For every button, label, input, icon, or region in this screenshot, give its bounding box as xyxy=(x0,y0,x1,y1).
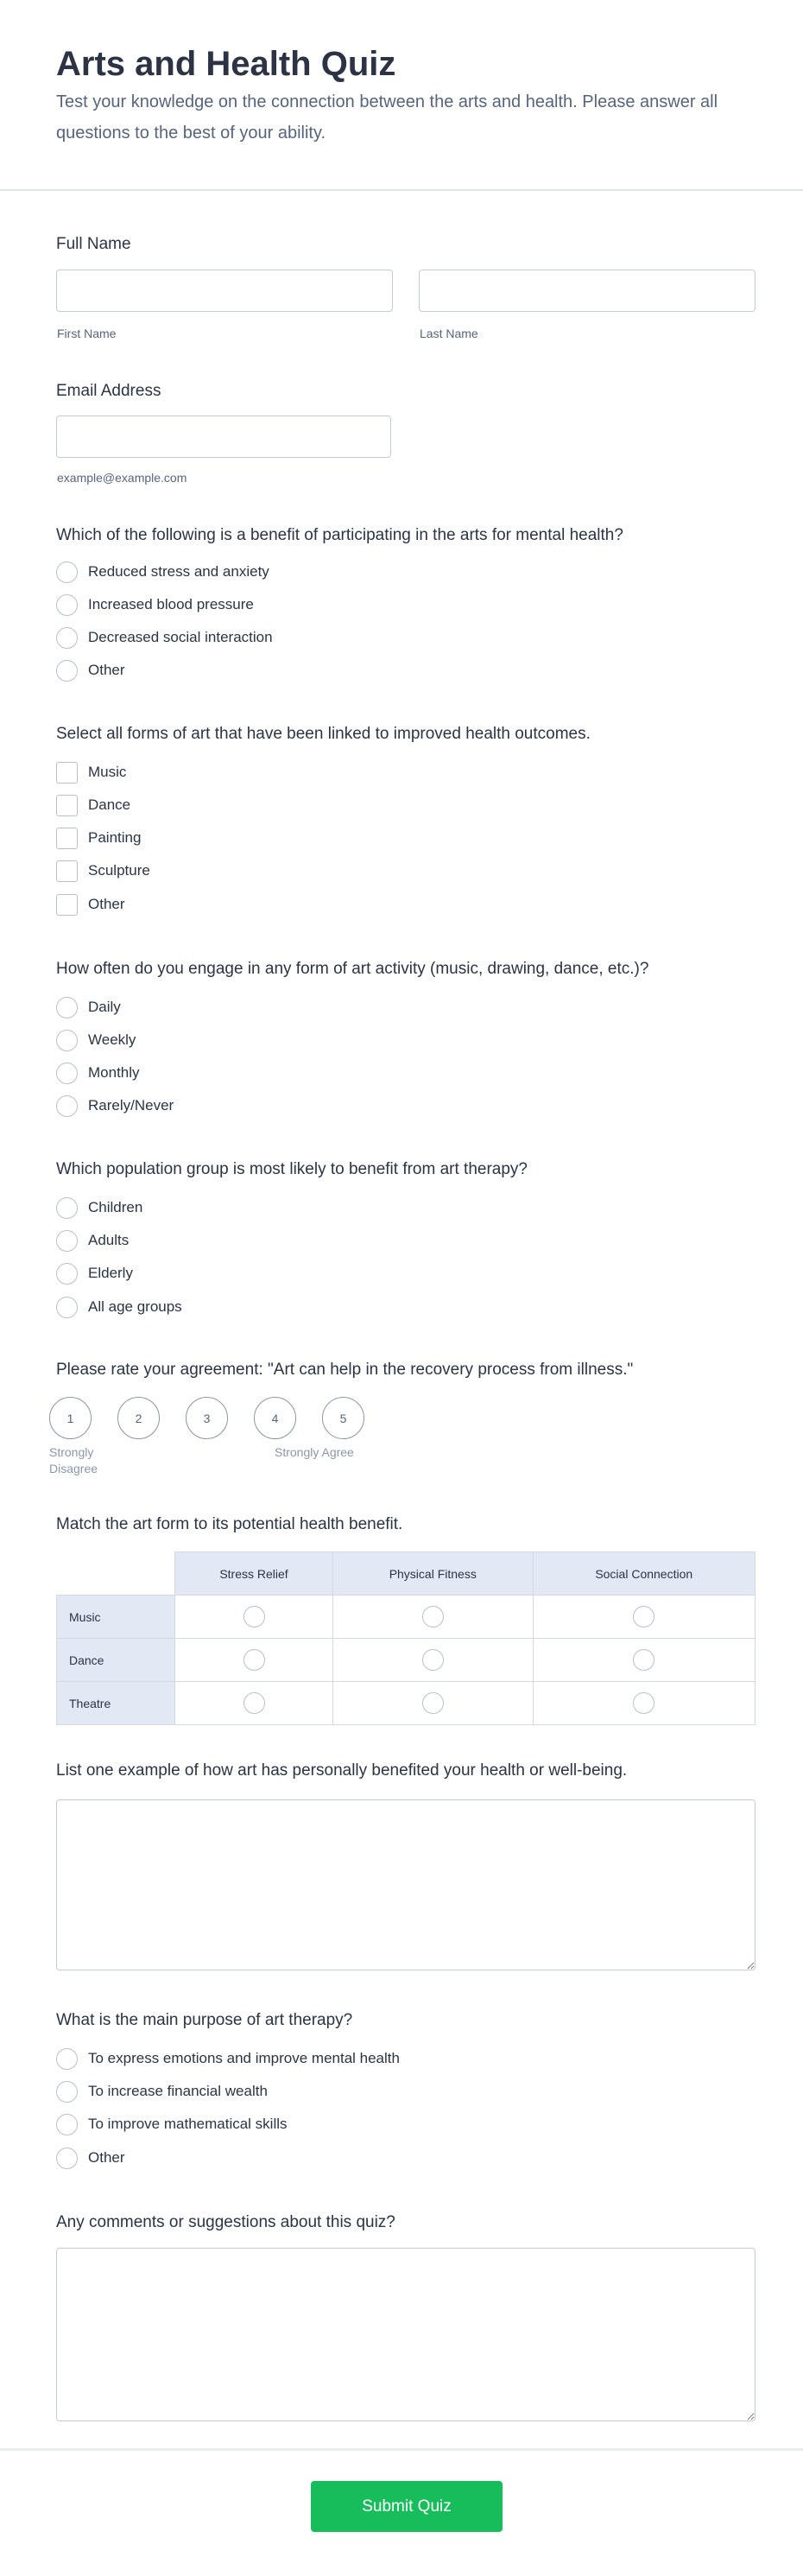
matrix-row-header: Music xyxy=(57,1596,175,1639)
q2-option[interactable] xyxy=(56,860,150,882)
radio-button[interactable] xyxy=(56,660,78,682)
scale-option-2[interactable]: 2 xyxy=(117,1397,160,1439)
option-label: Other xyxy=(88,662,125,678)
q4-option[interactable] xyxy=(56,1229,129,1252)
q3-option[interactable] xyxy=(56,996,121,1018)
radio-button[interactable] xyxy=(422,1606,444,1627)
radio-button[interactable] xyxy=(56,627,78,649)
radio-button[interactable] xyxy=(56,2048,78,2070)
option-label: To increase financial wealth xyxy=(88,2083,268,2099)
q8-option[interactable] xyxy=(56,2113,288,2135)
q2-option[interactable] xyxy=(56,827,141,849)
radio-button[interactable] xyxy=(56,997,78,1018)
matrix-table xyxy=(56,1551,756,1725)
radio-button[interactable] xyxy=(633,1649,654,1671)
matrix-row-header: Theatre xyxy=(57,1682,175,1725)
option-label: Adults xyxy=(88,1232,130,1248)
personal-benefit-textarea[interactable] xyxy=(56,1799,756,1970)
q3-option[interactable] xyxy=(56,1094,174,1117)
option-label: Weekly xyxy=(88,1031,136,1048)
radio-button[interactable] xyxy=(56,1063,78,1084)
radio-button[interactable] xyxy=(56,2114,78,2135)
radio-button[interactable] xyxy=(56,1197,78,1219)
last-name-sublabel: Last Name xyxy=(420,327,478,340)
matrix-row xyxy=(57,1682,756,1725)
radio-button[interactable] xyxy=(422,1692,444,1714)
q3-option[interactable] xyxy=(56,1029,136,1051)
scale-min-label: Strongly Disagree xyxy=(49,1445,98,1475)
q2-option[interactable] xyxy=(56,794,130,816)
option-label: Elderly xyxy=(88,1265,133,1281)
q5-label: Please rate your agreement: "Art can help in the recovery process from illness." xyxy=(56,1361,634,1379)
radio-button[interactable] xyxy=(56,2148,78,2169)
q8-label: What is the main purpose of art therapy? xyxy=(56,2011,353,2029)
radio-button[interactable] xyxy=(56,562,78,583)
q4-label: Which population group is most likely to benefit from art therapy? xyxy=(56,1160,528,1178)
submit-button[interactable]: Submit Quiz xyxy=(311,2481,503,2532)
option-label: Monthly xyxy=(88,1064,140,1081)
q4-option[interactable] xyxy=(56,1196,142,1219)
checkbox[interactable] xyxy=(56,795,78,816)
matrix-column-header: Physical Fitness xyxy=(333,1552,533,1596)
q9-label: Any comments or suggestions about this quiz? xyxy=(56,2213,395,2231)
email-label: Email Address xyxy=(56,382,161,400)
radio-button[interactable] xyxy=(56,1030,78,1051)
scale-option-5[interactable]: 5 xyxy=(322,1397,364,1439)
q3-option[interactable] xyxy=(56,1062,140,1084)
q8-option[interactable] xyxy=(56,2047,400,2070)
radio-button[interactable] xyxy=(56,594,78,616)
email-input[interactable] xyxy=(56,416,391,458)
q1-option[interactable] xyxy=(56,659,125,682)
radio-button[interactable] xyxy=(633,1606,654,1627)
checkbox[interactable] xyxy=(56,828,78,849)
option-label: All age groups xyxy=(88,1298,182,1315)
checkbox[interactable] xyxy=(56,860,78,882)
option-label: Children xyxy=(88,1199,143,1215)
option-label: Painting xyxy=(88,829,142,846)
checkbox[interactable] xyxy=(56,762,78,784)
radio-button[interactable] xyxy=(56,2081,78,2103)
q2-label: Select all forms of art that have been linked to improved health outcomes. xyxy=(56,725,591,743)
option-label: To express emotions and improve mental health xyxy=(88,2050,400,2066)
scale-option-1[interactable]: 1 xyxy=(49,1397,92,1439)
radio-button[interactable] xyxy=(56,1263,78,1285)
header-divider xyxy=(0,189,803,191)
first-name-input[interactable] xyxy=(56,270,393,312)
radio-button[interactable] xyxy=(243,1692,265,1714)
page-title: Arts and Health Quiz xyxy=(56,45,396,83)
option-label: Sculpture xyxy=(88,862,150,879)
last-name-input[interactable] xyxy=(419,270,756,312)
radio-button[interactable] xyxy=(243,1649,265,1671)
option-label: Decreased social interaction xyxy=(88,629,273,645)
option-label: Other xyxy=(88,896,125,912)
q1-label: Which of the following is a benefit of participating in the arts for mental health? xyxy=(56,526,623,544)
radio-button[interactable] xyxy=(56,1095,78,1117)
q2-option[interactable] xyxy=(56,893,125,916)
q4-option[interactable] xyxy=(56,1262,133,1285)
comments-textarea[interactable] xyxy=(56,2248,756,2421)
scale-option-3[interactable]: 3 xyxy=(186,1397,228,1439)
matrix-row xyxy=(57,1596,756,1639)
page-subtitle: Test your knowledge on the connection between the arts and health. Please answer all questions to the best of your ability. xyxy=(56,92,718,143)
footer-divider xyxy=(0,2448,803,2451)
matrix-row-header: Dance xyxy=(57,1639,175,1682)
option-label: Dance xyxy=(88,796,131,813)
scale-option-4[interactable]: 4 xyxy=(254,1397,296,1439)
option-label: To improve mathematical skills xyxy=(88,2116,288,2132)
q2-option[interactable] xyxy=(56,761,126,784)
q1-option[interactable] xyxy=(56,626,273,649)
option-label: Reduced stress and anxiety xyxy=(88,563,269,580)
matrix-column-header: Social Connection xyxy=(533,1552,756,1596)
q8-option[interactable] xyxy=(56,2147,125,2169)
radio-button[interactable] xyxy=(243,1606,265,1627)
radio-button[interactable] xyxy=(422,1649,444,1671)
q1-option[interactable] xyxy=(56,593,254,616)
radio-button[interactable] xyxy=(56,1230,78,1252)
radio-button[interactable] xyxy=(633,1692,654,1714)
q3-label: How often do you engage in any form of art activity (music, drawing, dance, etc.)? xyxy=(56,960,649,978)
q6-label: Match the art form to its potential health benefit. xyxy=(56,1515,403,1533)
q8-option[interactable] xyxy=(56,2080,268,2103)
matrix-column-header: Stress Relief xyxy=(175,1552,333,1596)
option-label: Other xyxy=(88,2149,125,2166)
checkbox[interactable] xyxy=(56,894,78,916)
q4-option[interactable] xyxy=(56,1296,182,1318)
matrix-row xyxy=(57,1639,756,1682)
option-label: Daily xyxy=(88,999,121,1015)
email-sublabel: example@example.com xyxy=(57,471,187,485)
scale-max-label: Strongly Agree xyxy=(275,1445,354,1459)
option-label: Music xyxy=(88,764,127,780)
option-label: Increased blood pressure xyxy=(88,596,254,612)
radio-button[interactable] xyxy=(56,1297,78,1318)
option-label: Rarely/Never xyxy=(88,1097,174,1114)
q7-label: List one example of how art has personally benefited your health or well-being. xyxy=(56,1761,628,1780)
q1-option[interactable] xyxy=(56,561,269,583)
first-name-sublabel: First Name xyxy=(57,327,117,340)
full-name-label: Full Name xyxy=(56,235,131,253)
matrix-corner xyxy=(57,1552,175,1596)
